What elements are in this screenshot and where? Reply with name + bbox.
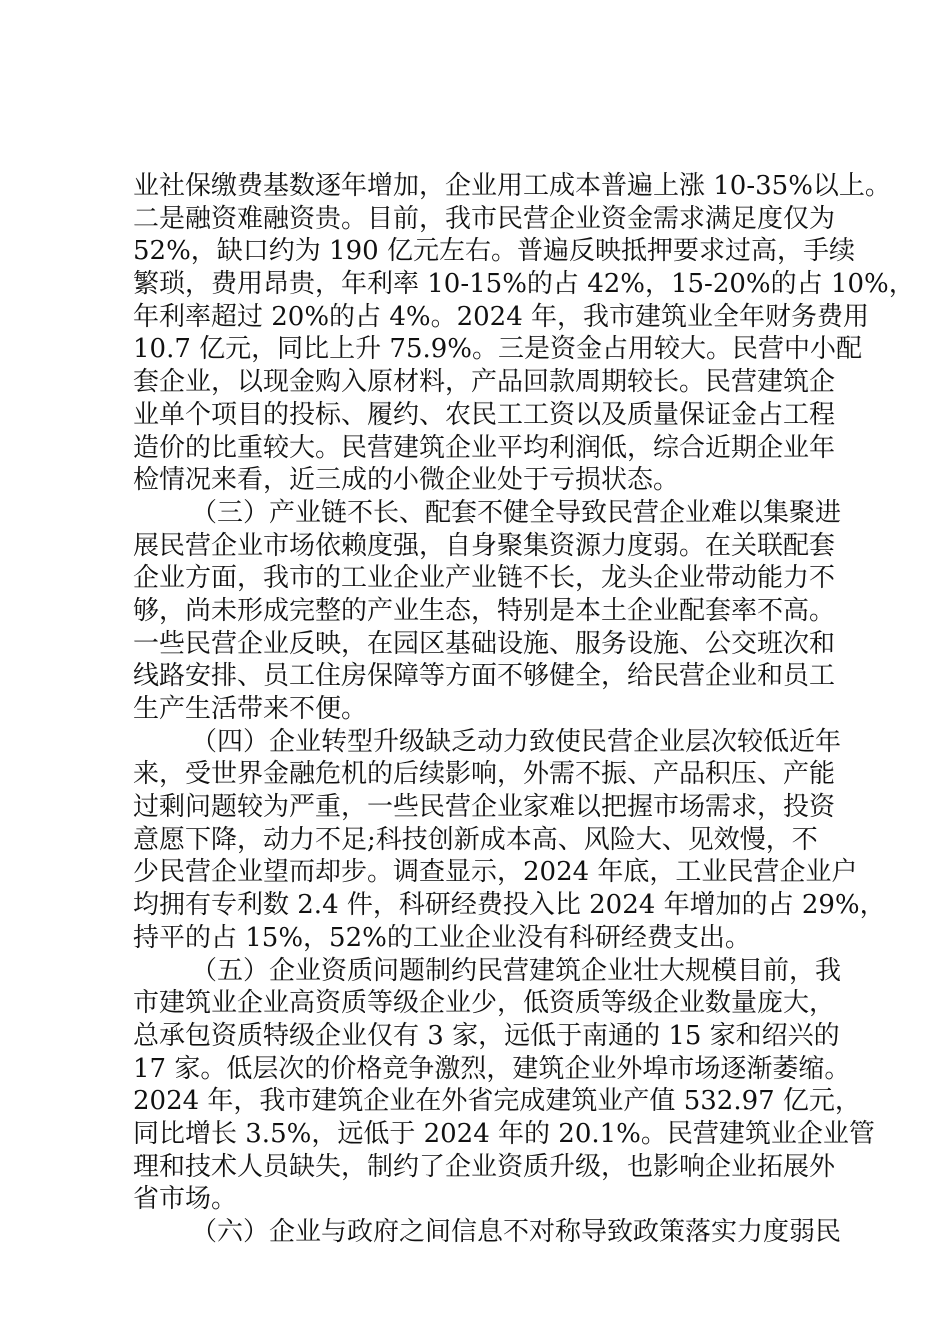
text-line: 均拥有专利数 2.4 件，科研经费投入比 2024 年增加的占 29%， xyxy=(133,890,886,921)
text-line: 52%，缺口约为 190 亿元左右。普遍反映抵押要求过高，手续 xyxy=(133,236,855,267)
text-line: 业社保缴费基数逐年增加，企业用工成本普遍上涨 10-35%以上。 xyxy=(133,171,891,201)
text-line: 线路安排、员工住房保障等方面不够健全，给民营企业和员工 xyxy=(133,661,836,692)
section-heading-line: （五）企业资质问题制约民营建筑企业壮大规模目前，我 xyxy=(191,955,842,986)
section-heading-line: （六）企业与政府之间信息不对称导致政策落实力度弱民 xyxy=(191,1217,842,1247)
text-line: 造价的比重较大。民营建筑企业平均利润低，综合近期企业年 xyxy=(133,432,836,463)
section-heading-line: （四）企业转型升级缺乏动力致使民营企业层次较低近年 xyxy=(191,726,842,757)
text-line: 来，受世界金融危机的后续影响，外需不振、产品积压、产能 xyxy=(133,759,836,790)
text-line: 省市场。 xyxy=(133,1184,238,1215)
text-line: 够，尚未形成完整的产业生态，特别是本土企业配套率不高。 xyxy=(133,595,836,626)
text-line: 展民营企业市场依赖度强，自身聚集资源力度弱。在关联配套 xyxy=(133,530,836,561)
text-line: 同比增长 3.5%，远低于 2024 年的 20.1%。民营建筑业企业管 xyxy=(133,1118,875,1149)
text-line: 二是融资难融资贵。目前，我市民营企业资金需求满足度仅为 xyxy=(133,203,836,234)
text-line: 生产生活带来不便。 xyxy=(133,694,368,724)
text-line: 17 家。低层次的价格竞争激烈，建筑企业外埠市场逐渐萎缩。 xyxy=(133,1053,851,1084)
text-line: 市建筑业企业高资质等级企业少，低资质等级企业数量庞大， xyxy=(133,988,836,1019)
section-heading-line: （三）产业链不长、配套不健全导致民营企业难以集聚进 xyxy=(191,497,842,528)
text-line: 企业方面，我市的工业企业产业链不长，龙头企业带动能力不 xyxy=(133,563,836,594)
text-line: 过剩问题较为严重，一些民营企业家难以把握市场需求，投资 xyxy=(133,792,836,823)
text-line: 检情况来看，近三成的小微企业处于亏损状态。 xyxy=(133,465,680,496)
text-line: 总承包资质特级企业仅有 3 家，远低于南通的 15 家和绍兴的 xyxy=(133,1020,840,1051)
text-line: 2024 年，我市建筑企业在外省完成建筑业产值 532.97 亿元， xyxy=(133,1086,861,1117)
text-line: 套企业，以现金购入原材料，产品回款周期较长。民营建筑企 xyxy=(133,367,836,398)
text-line: 业单个项目的投标、履约、农民工工资以及质量保证金占工程 xyxy=(133,399,836,430)
text-line: 意愿下降，动力不足;科技创新成本高、风险大、见效慢，不 xyxy=(133,824,818,855)
body-text xyxy=(133,170,915,1249)
text-line: 持平的占 15%，52%的工业企业没有科研经费支出。 xyxy=(133,922,751,953)
text-line: 年利率超过 20%的占 4%。2024 年，我市建筑业全年财务费用 xyxy=(133,301,869,332)
text-line: 一些民营企业反映，在园区基础设施、服务设施、公交班次和 xyxy=(133,628,836,659)
text-line: 繁琐，费用昂贵，年利率 10-15%的占 42%，15-20%的占 10%， xyxy=(133,269,915,300)
text-line: 少民营企业望而却步。调查显示，2024 年底，工业民营企业户 xyxy=(133,857,858,888)
text-line: 理和技术人员缺失，制约了企业资质升级，也影响企业拓展外 xyxy=(133,1151,836,1182)
text-line: 10.7 亿元，同比上升 75.9%。三是资金占用较大。民营中小配 xyxy=(133,334,863,365)
